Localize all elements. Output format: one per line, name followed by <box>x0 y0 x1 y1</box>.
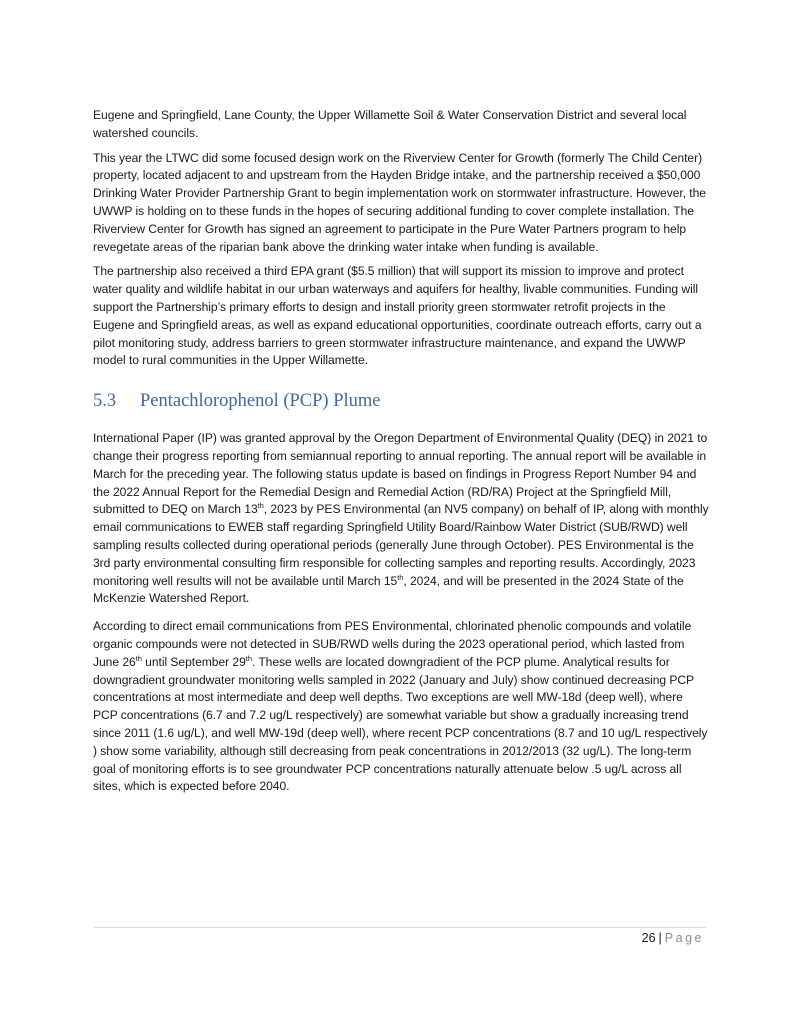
text-run: , 2023 by PES Environmental (an NV5 company) on behalf of IP, along with monthly email communications to EWEB staff regarding Springfield Utility Board/Rainbow Water District (SUB/RWD) well sampling results collected during operational periods (generally June through October). PES Environmental is the 3rd party environmental consulting firm responsible for collecting samples and reporting results. Accordingly, 2023 monitoring well results will not be available until March 15 <box>93 502 709 588</box>
paragraph-ip-reporting <box>93 430 710 608</box>
footer-separator: | <box>658 931 662 945</box>
page-number: 26 <box>641 931 656 945</box>
superscript: th <box>135 653 142 663</box>
paragraph-riverview: This year the LTWC did some focused design work on the Riverview Center for Growth (formerly The Child Center) property, located adjacent to and upstream from the Hayden Bridge intake, and the partnership received a $50,000 Drinking Water Provider Partnership Grant to begin implementation work on stormwater infrastructure. However, the UWWP is holding on to these funds in the hopes of securing additional funding to cover complete installation. The Riverview Center for Growth has signed an agreement to participate in the Pure Water Partners program to help revegetate areas of the riparian bank above the drinking water intake when funding is available. <box>93 150 706 254</box>
text-run: . These wells are located downgradient of the PCP plume. Analytical results for downgradient groundwater monitoring wells sampled in 2022 (January and July) show continued decreasing PCP concentrations at most intermediate and deep well depths. Two exceptions are well MW-18d (deep well), where PCP concentrations (6.7 and 7.2 ug/L respectively) are somewhat variable but show a gradually increasing trend since 2011 (1.6 ug/L), and well MW-19d (deep well), where recent PCP concentrations (8.7 and 10 ug/L respectively ) show some variability, although still decreasing from peak concentrations in 2012/2013 (32 ug/L). The long-term goal of monitoring efforts is to see groundwater PCP concentrations naturally attenuate below .5 ug/L across all sites, which is expected before 2040. <box>93 654 708 794</box>
section-heading <box>93 390 710 412</box>
paragraph-pes-results <box>93 618 710 796</box>
superscript: th <box>245 653 252 663</box>
text-run: , 2024, and will be presented in the 2024 State of the McKenzie Watershed Report. <box>93 573 684 606</box>
section-number: 5.3 <box>93 391 117 412</box>
section-title: Pentachlorophenol (PCP) Plume <box>140 391 381 412</box>
superscript: th <box>397 572 404 582</box>
superscript: th <box>257 501 264 511</box>
page-footer <box>642 931 704 945</box>
text-run: According to direct email communications from PES Environmental, chlorinated phenolic compounds and volatile organic compounds were not detected in SUB/RWD wells during the 2023 operational period, which lasted from June 26 <box>93 619 692 669</box>
text-run: until September 29 <box>141 654 246 669</box>
page-label: Page <box>664 931 704 945</box>
paragraph-partners: Eugene and Springfield, Lane County, the Upper Willamette Soil & Water Conservation District and several local watershed councils. <box>93 108 687 140</box>
paragraph-epa-grant: The partnership also received a third EPA grant ($5.5 million) that will support its mission to improve and protect water quality and wildlife habitat in our urban waterways and aquifers for healthy, livable communities. Funding will support the Partnership’s primary efforts to design and install priority green stormwater retrofit projects in the Eugene and Springfield areas, as well as expand educational opportunities, coordinate outreach efforts, carry out a pilot monitoring study, address barriers to green stormwater infrastructure maintenance, and expand the UWWP model to rural communities in the Upper Willamette. <box>93 264 702 368</box>
document-body <box>93 107 710 803</box>
text-run: International Paper (IP) was granted approval by the Oregon Department of Environmental Quality (DEQ) in 2021 to change their progress reporting from semiannual reporting to annual reporting. The annual report will be available in March for the preceding year. The following status update is based on findings in Progress Report Number 94 and the 2022 Annual Report for the Remedial Design and Remedial Action (RD/RA) Project at the Springfield Mill, submitted to DEQ on March 13 <box>93 431 708 517</box>
footer-divider <box>93 927 707 928</box>
